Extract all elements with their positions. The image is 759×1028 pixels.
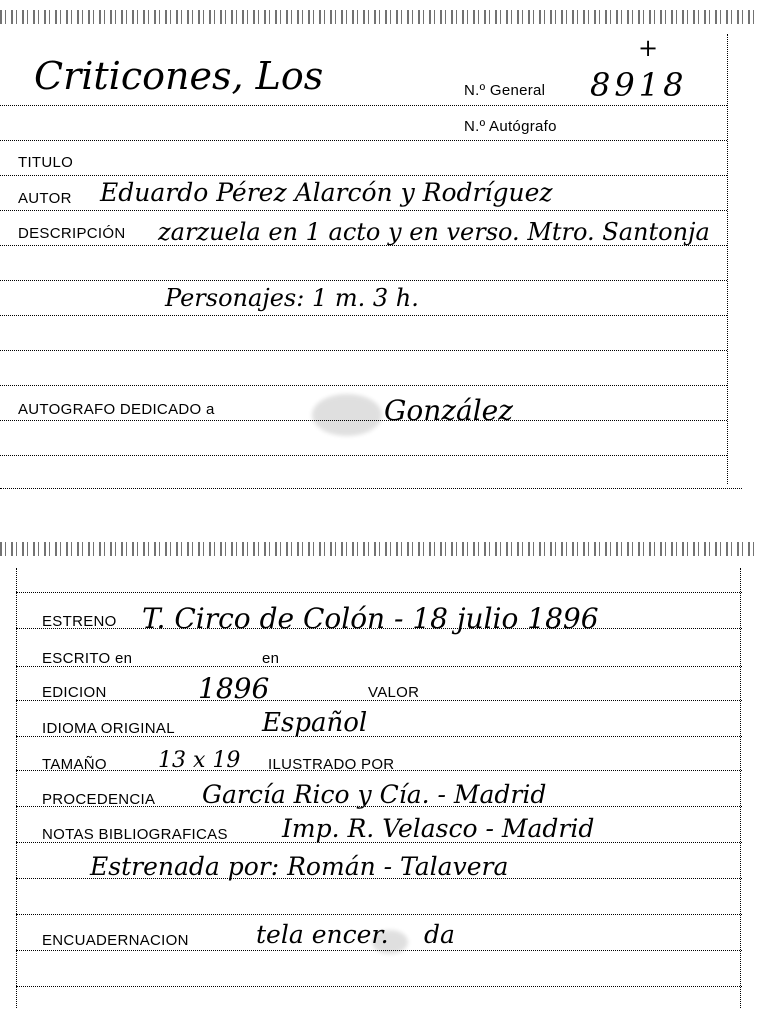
ruled-line [16, 592, 742, 593]
escrito-label: ESCRITO en [42, 650, 133, 667]
tamano-value: 13 x 19 [158, 748, 241, 773]
ruled-line [0, 350, 727, 351]
ruled-line [0, 210, 727, 211]
redaction-smudge [372, 930, 408, 954]
card-right-border [740, 568, 741, 1008]
descripcion-value: zarzuela en 1 acto y en verso. Mtro. Santonja [158, 218, 710, 246]
ruled-line [0, 455, 727, 456]
dedicado-label: AUTOGRAFO DEDICADO a [18, 401, 215, 418]
estreno-value: T. Circo de Colón - 18 julio 1896 [142, 602, 599, 635]
encuadernacion-value: tela encer. [256, 920, 389, 949]
idioma-label: IDIOMA ORIGINAL [42, 720, 175, 737]
ruled-line [0, 385, 727, 386]
card-left-border [16, 568, 17, 1008]
personajes-value: Personajes: 1 m. 3 h. [165, 284, 419, 312]
catalog-card-top [0, 0, 759, 495]
autor-value: Eduardo Pérez Alarcón y Rodríguez [100, 178, 553, 207]
encuadernacion-label: ENCUADERNACION [42, 932, 189, 949]
ruled-line [16, 986, 742, 987]
title-handwritten: Criticones, Los [34, 54, 324, 98]
autor-label: AUTOR [18, 190, 72, 207]
card-top-edge [0, 542, 759, 556]
ruled-line [0, 280, 727, 281]
procedencia-value: García Rico y Cía. - Madrid [202, 780, 547, 809]
notas-label: NOTAS BIBLIOGRAFICAS [42, 826, 228, 843]
ilustrado-label: ILUSTRADO POR [268, 756, 395, 773]
dedicado-value: González [384, 394, 513, 427]
ruled-line [16, 914, 742, 915]
card-top-edge [0, 10, 759, 24]
ruled-line [0, 140, 727, 141]
valor-label: VALOR [368, 684, 420, 701]
idioma-value: Español [262, 708, 368, 738]
estreno-label: ESTRENO [42, 613, 117, 630]
ruled-line [0, 315, 727, 316]
ruled-line [0, 105, 727, 106]
catalog-card-bottom [0, 540, 759, 1028]
procedencia-label: PROCEDENCIA [42, 791, 156, 808]
ruled-line [0, 175, 727, 176]
edicion-value: 1896 [198, 672, 270, 705]
general-number-mark: + [638, 34, 659, 62]
notas-value: Imp. R. Velasco - Madrid [282, 814, 595, 843]
descripcion-label: DESCRIPCIÓN [18, 225, 126, 242]
autografo-number-label: N.º Autógrafo [464, 118, 557, 135]
redaction-smudge [312, 394, 382, 436]
escrito-en-label: en [262, 650, 280, 667]
card-right-border [727, 34, 728, 484]
encuadernacion-value-2: da [424, 920, 455, 949]
general-number-value: 8918 [590, 66, 688, 104]
tamano-label: TAMAÑO [42, 756, 107, 773]
ruled-line [0, 488, 742, 489]
general-number-label: N.º General [464, 82, 546, 99]
titulo-label: TITULO [18, 154, 74, 171]
notas-value-2: Estrenada por: Román - Talavera [90, 852, 509, 881]
edicion-label: EDICION [42, 684, 107, 701]
